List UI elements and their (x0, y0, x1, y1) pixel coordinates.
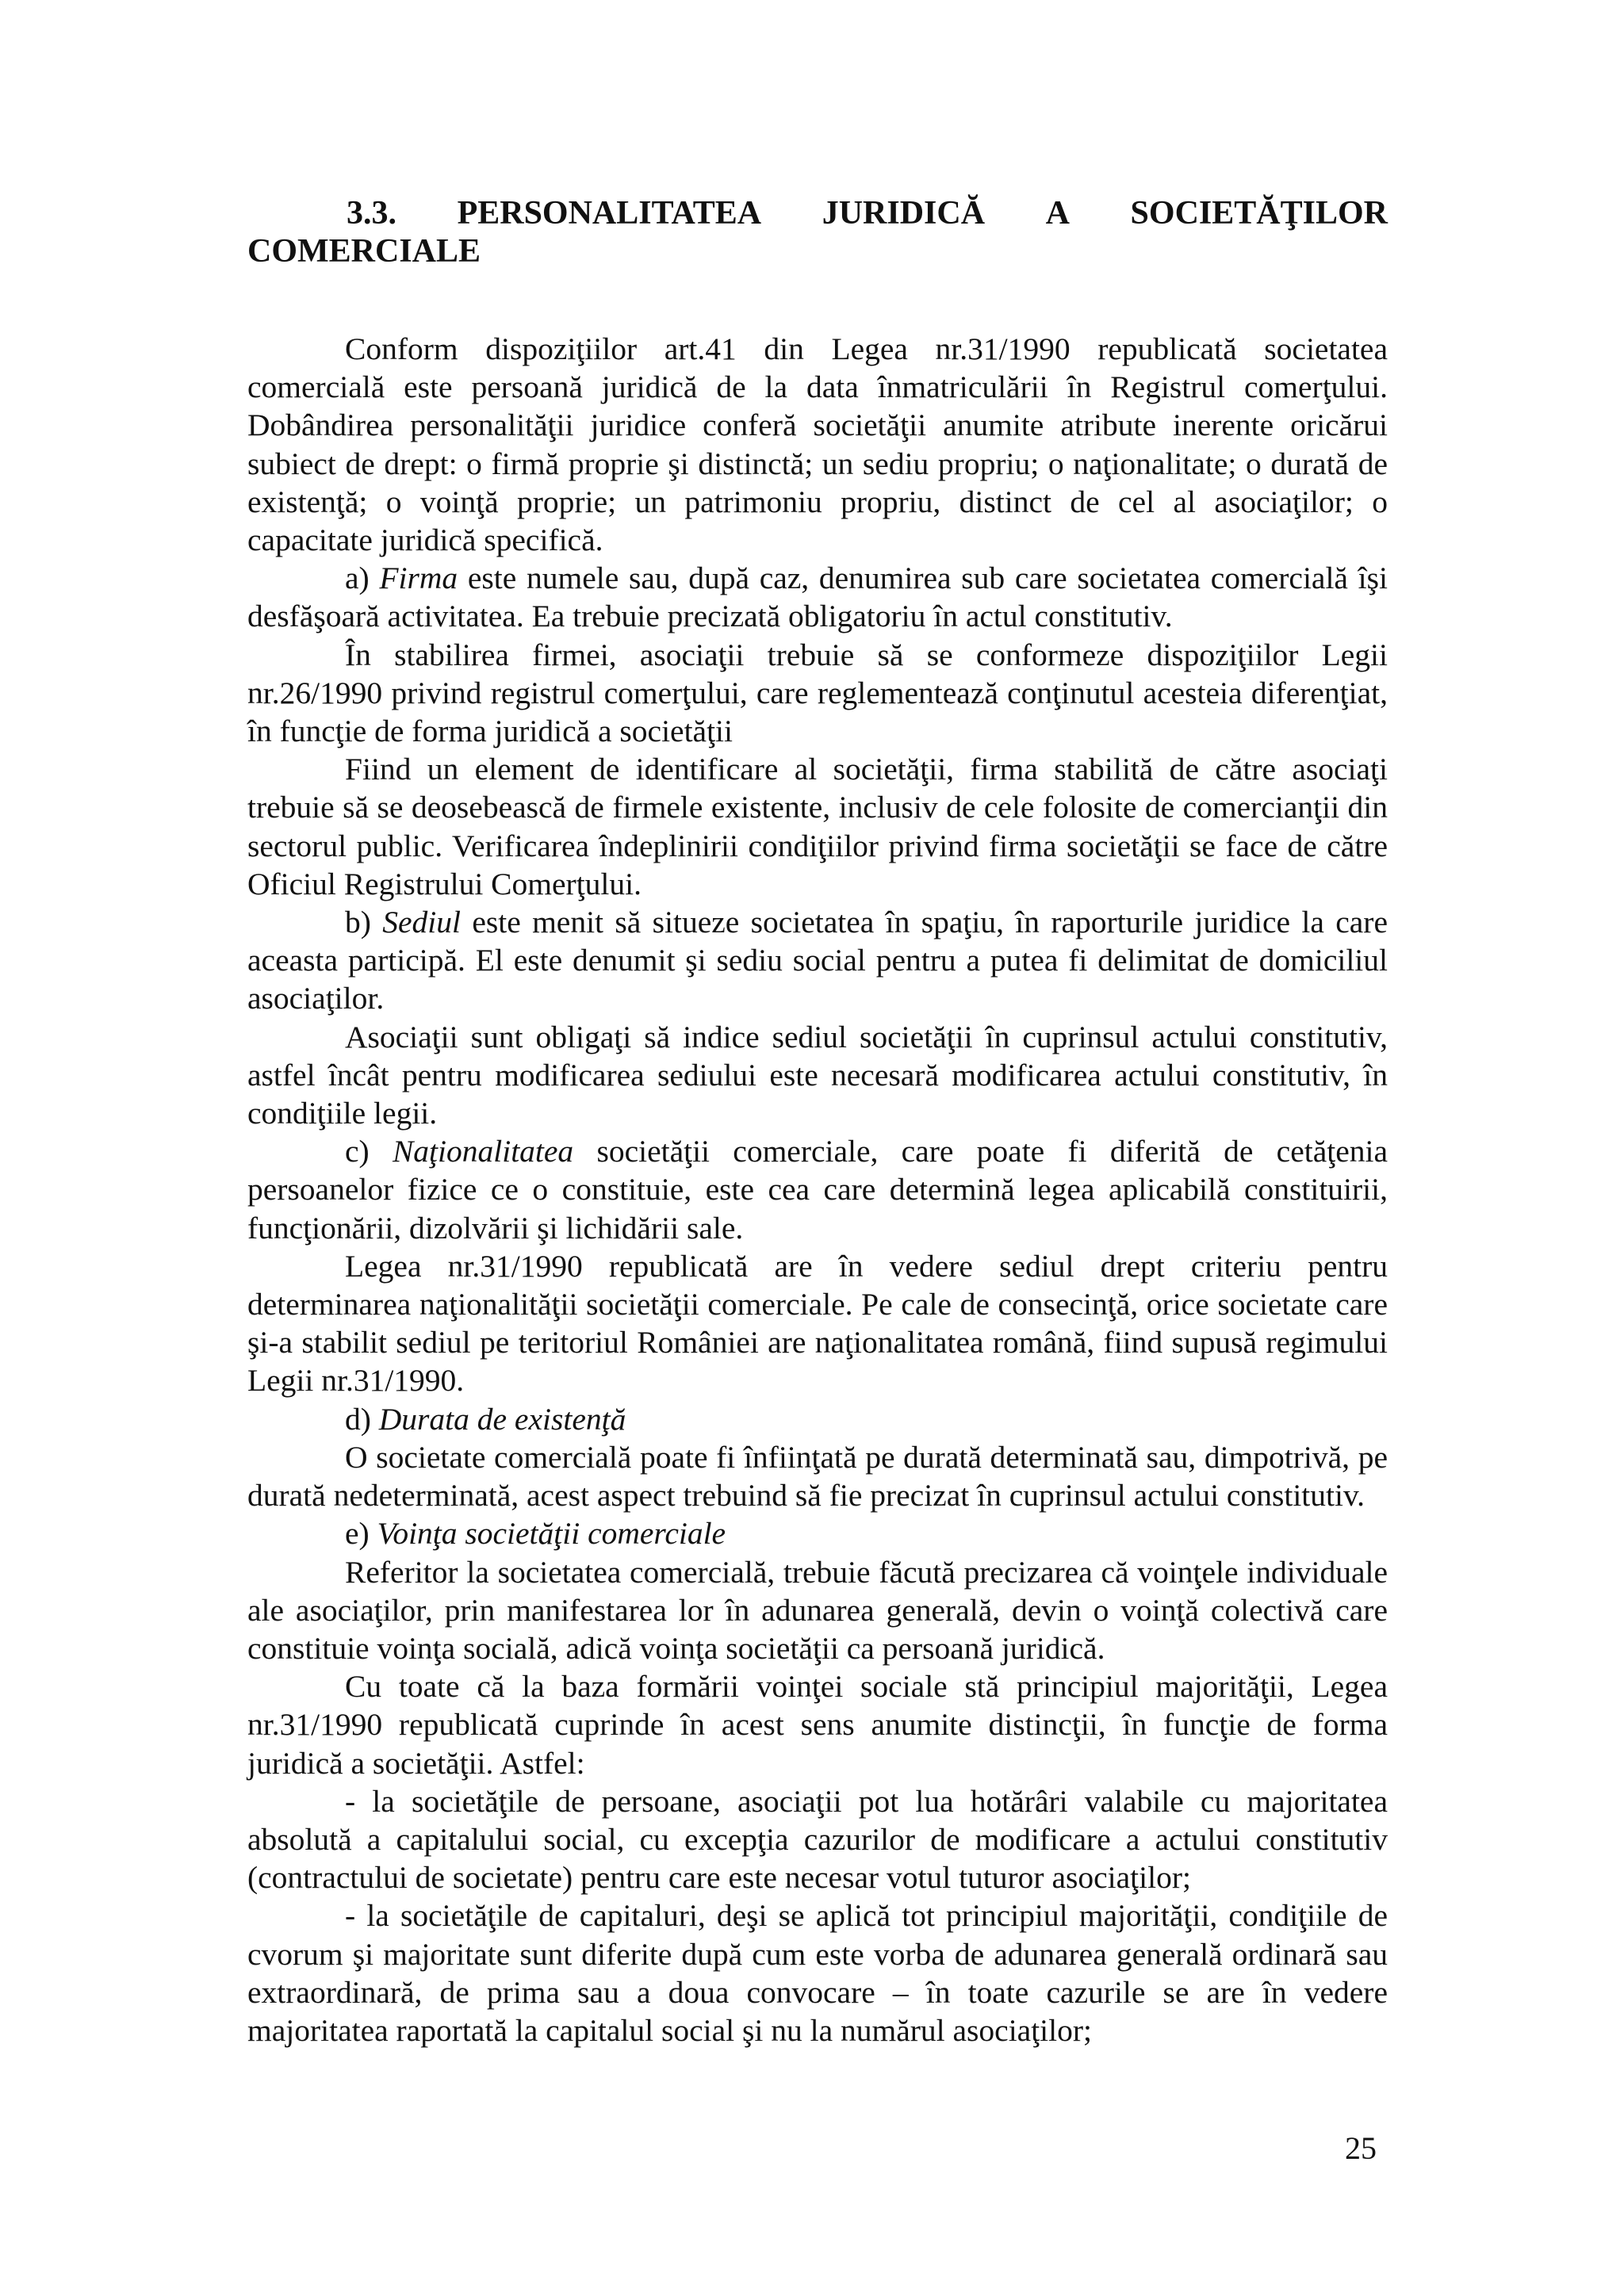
heading-word: 3.3. (347, 195, 396, 232)
paragraph-4: Fiind un element de identificare al societăţii, firma stabilită de către asociaţi trebuie să se deosebească de firmele existente, inclusiv de cele folosite de comercianţii din sectorul public. Verificarea îndeplinirii condiţiilor privind firma societăţii se face de către Oficiul Registrului Comerţului. (247, 752, 1388, 901)
body-text (247, 330, 1388, 2049)
paragraph-8: Legea nr.31/1990 republicată are în vedere sediul drept criteriu pentru determinarea naţionalităţii societăţii comerciale. Pe cale de consecinţă, orice societate care şi-a stabilit sediul pe teritoriul României are naţionalitatea română, fiind supusă regimului Legii nr.31/1990. (247, 1248, 1388, 1399)
paragraph-12: Referitor la societatea comercială, trebuie făcută precizarea că voinţele individuale ale asociaţilor, prin manifestarea lor în adunarea generală, devin o voinţă colectivă care constituie voinţa socială, adică voinţa societăţii ca persoană juridică. (247, 1554, 1388, 1666)
paragraph-13: Cu toate că la baza formării voinţei sociale stă principiul majorităţii, Legea nr.31/1990 republicată cuprinde în acest sens anumite distincţii, în funcţie de forma juridică a societăţii. Astfel: (247, 1669, 1388, 1781)
heading-word: A (1045, 195, 1070, 232)
paragraph-7: c) Naţionalitatea societăţii comerciale, care poate fi diferită de cetăţenia persoanelor fizice ce o constituie, este cea care determină legea aplicabilă constituirii, funcţionării, dizolvării şi lichidării sale. (247, 1134, 1388, 1246)
paragraph-9: d) Durata de existenţă (345, 1401, 626, 1437)
section-heading (247, 194, 1388, 270)
paragraph-3: În stabilirea firmei, asociaţii trebuie să se conformeze dispoziţiilor Legii nr.26/1990 privind registrul comerţului, care reglementează conţinutul acesteia diferenţiat, în funcţie de forma juridică a societăţii (247, 637, 1388, 749)
paragraph-2: a) Firma este numele sau, după caz, denumirea sub care societatea comercială îşi desfăşoară activitatea. Ea trebuie precizată obligatoriu în actul constitutiv. (247, 561, 1388, 634)
heading-word: JURIDICĂ (822, 195, 986, 232)
paragraph-11: e) Voinţa societăţii comerciale (345, 1516, 726, 1552)
paragraph-10: O societate comercială poate fi înfiinţată pe durată determinată sau, dimpotrivă, pe durată nedeterminată, acest aspect trebuind să fie precizat în cuprinsul actului constitutiv. (247, 1439, 1388, 1513)
term-firma: Firma (379, 561, 458, 596)
paragraph-15: - la societăţile de capitaluri, deşi se aplică tot principiul majorităţii, condiţiile de cvorum şi majoritate sunt diferite după cum este vorba de adunarea generală ordinară sau extraordinară, de prima sau a doua convocare – în toate cazurile se are în vedere majoritatea raportată la capitalul social şi nu la numărul asociaţilor; (247, 1898, 1388, 2048)
document-page (247, 194, 1388, 2049)
term-sediul: Sediul (382, 905, 461, 940)
heading-line-2: COMERCIALE (247, 233, 481, 270)
paragraph-1: Conform dispoziţiilor art.41 din Legea nr.31/1990 republicată societatea comercială este persoană juridică de la data înmatriculării în Registrul comerţului. Dobândirea personalităţii juridice conferă societăţii anumite atribute inerente oricărui subiect de drept: o firmă proprie şi distinctă; un sediu propriu; o naţionalitate; o durată de existenţă; o voinţă proprie; un patrimoniu propriu, distinct de cel al asociaţilor; o capacitate juridică specifică. (247, 331, 1388, 558)
paragraph-6: Asociaţii sunt obligaţi să indice sediul societăţii în cuprinsul actului constitutiv, astfel încât pentru modificarea sediului este necesară modificarea actului constitutiv, în condiţiile legii. (247, 1019, 1388, 1131)
term-vointa: Voinţa societăţii comerciale (377, 1516, 726, 1552)
heading-word: SOCIETĂŢILOR (1130, 195, 1388, 232)
heading-line-1 (347, 194, 1388, 232)
page-number: 25 (1345, 2130, 1377, 2166)
term-nationalitatea: Naţionalitatea (392, 1134, 574, 1169)
heading-word: PERSONALITATEA (457, 195, 762, 232)
paragraph-14: - la societăţile de persoane, asociaţii pot lua hotărâri valabile cu majoritatea absolută a capitalului social, cu excepţia cazurilor de modificare a actului constitutiv (contractului de societate) pentru care este necesar votul tuturor asociaţilor; (247, 1783, 1388, 1896)
term-durata: Durata de existenţă (378, 1401, 626, 1437)
paragraph-5: b) Sediul este menit să situeze societatea în spaţiu, în raporturile juridice la care aceasta participă. El este denumit şi sediu social pentru a putea fi delimitat de domiciliul asociaţilor. (247, 905, 1388, 1016)
